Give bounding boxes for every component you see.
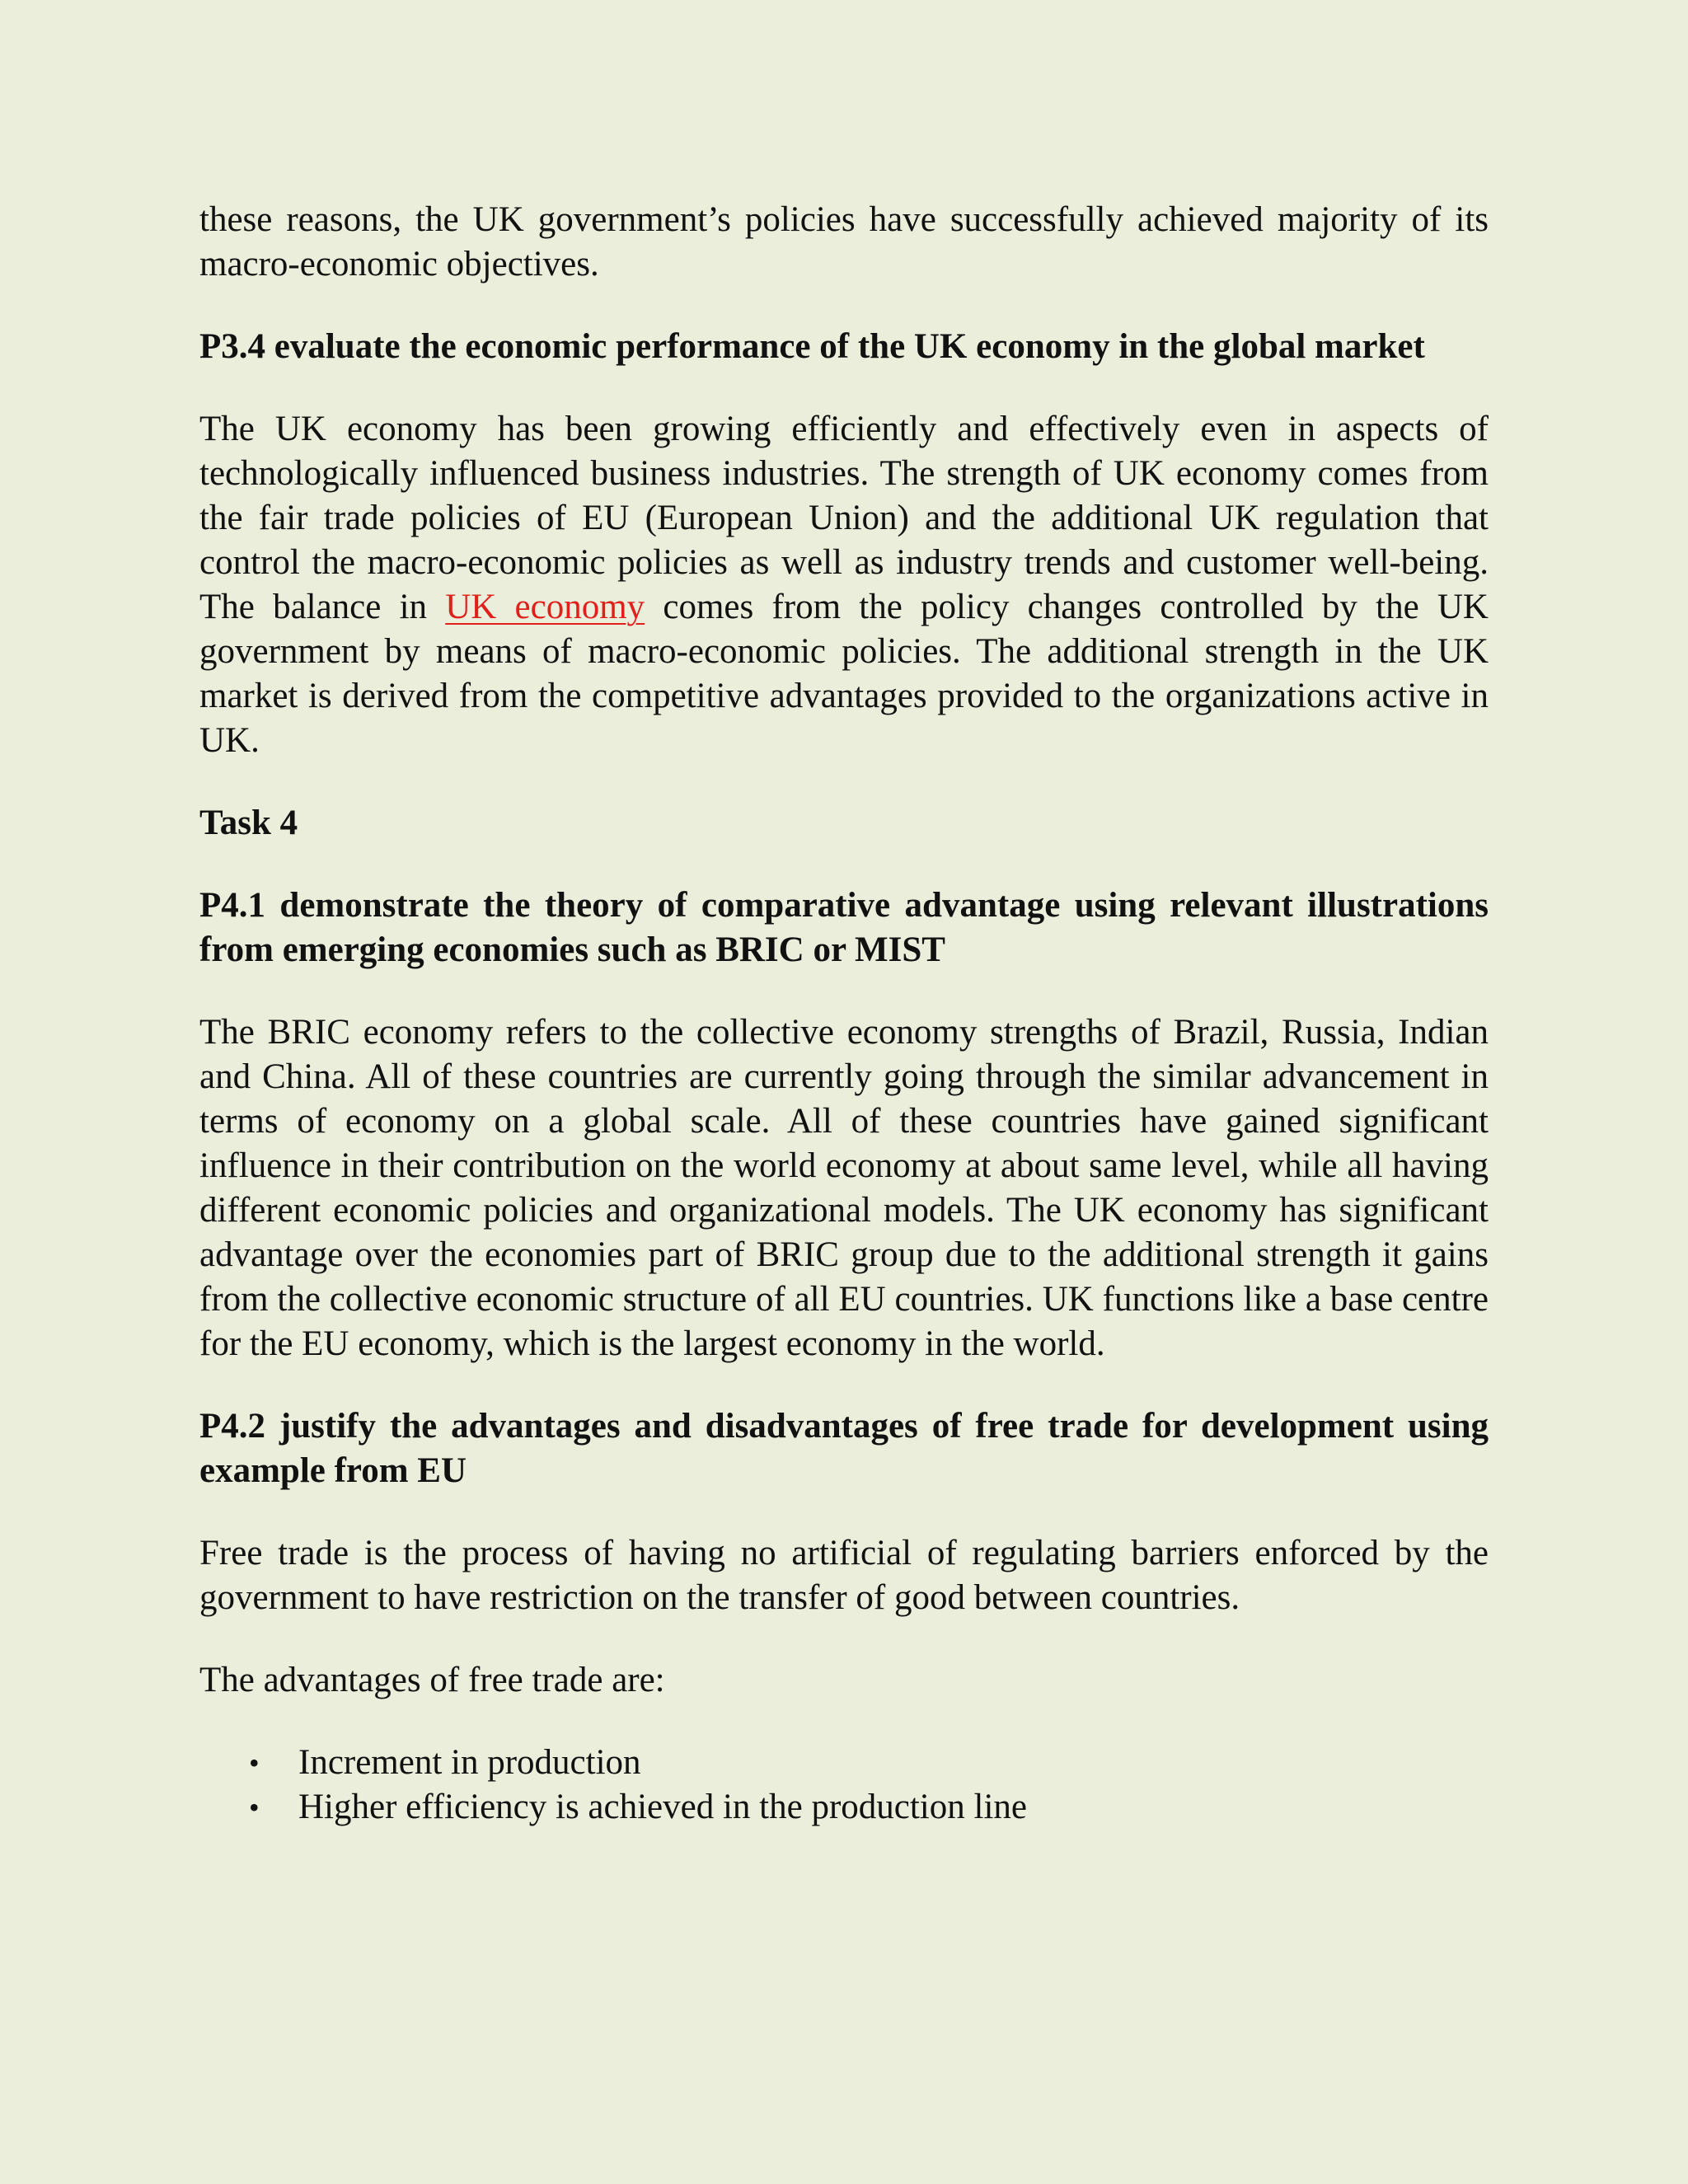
list-item-text: Higher efficiency is achieved in the production line	[298, 1788, 1027, 1826]
heading-p4-1: P4.1 demonstrate the theory of comparative advantage using relevant illustrations from emerging economies such as BRIC or MIST	[199, 886, 1489, 969]
heading-p4-2: P4.2 justify the advantages and disadvantages of free trade for development using example from EU	[199, 1407, 1489, 1490]
paragraph-p4-1: The BRIC economy refers to the collective economy strengths of Brazil, Russia, Indian and China. All of these countries are currently going through the similar advancement in terms of economy on a global scale. All of these countries have gained significant influence in their contribution on the world economy at about same level, while all having different economic policies and organizational models. The UK economy has significant advantage over the economies part of BRIC group due to the additional strength it gains from the collective economic structure of all EU countries. UK functions like a base centre for the EU economy, which is the largest economy in the world.	[199, 1013, 1489, 1363]
list-item	[199, 1741, 1489, 1785]
paragraph-p3-4	[199, 407, 1489, 763]
advantages-list	[199, 1741, 1489, 1830]
paragraph-p3-4-before-link: The UK economy has been growing efficiently and effectively even in aspects of technologically influenced business industries. The strength of UK economy comes from the fair trade policies of EU (European Union) and the additional UK regulation that control the macro-economic policies as well as industry trends and customer well-being. The balance in	[199, 410, 1489, 626]
heading-p3-4: P3.4 evaluate the economic performance of the UK economy in the global market	[199, 327, 1425, 366]
uk-economy-link[interactable]: UK economy	[445, 588, 645, 626]
advantages-intro: The advantages of free trade are:	[199, 1661, 665, 1699]
heading-task-4: Task 4	[199, 804, 298, 842]
list-item	[199, 1785, 1489, 1830]
bullet-icon: •	[249, 1746, 260, 1779]
bullet-icon: •	[249, 1791, 260, 1824]
document-content	[199, 198, 1489, 1830]
list-item-text: Increment in production	[298, 1743, 641, 1782]
paragraph-p4-2: Free trade is the process of having no artificial of regulating barriers enforced by the government to have restriction on the transfer of good between countries.	[199, 1534, 1489, 1617]
paragraph-p3-4-after-link: comes from the policy changes controlled by the UK government by means of macro-economic policies. The additional strength in the UK market is derived from the competitive advantages provided to the organizations active in UK.	[199, 588, 1489, 760]
intro-paragraph: these reasons, the UK government’s policies have successfully achieved majority of its macro-economic objectives.	[199, 200, 1489, 284]
